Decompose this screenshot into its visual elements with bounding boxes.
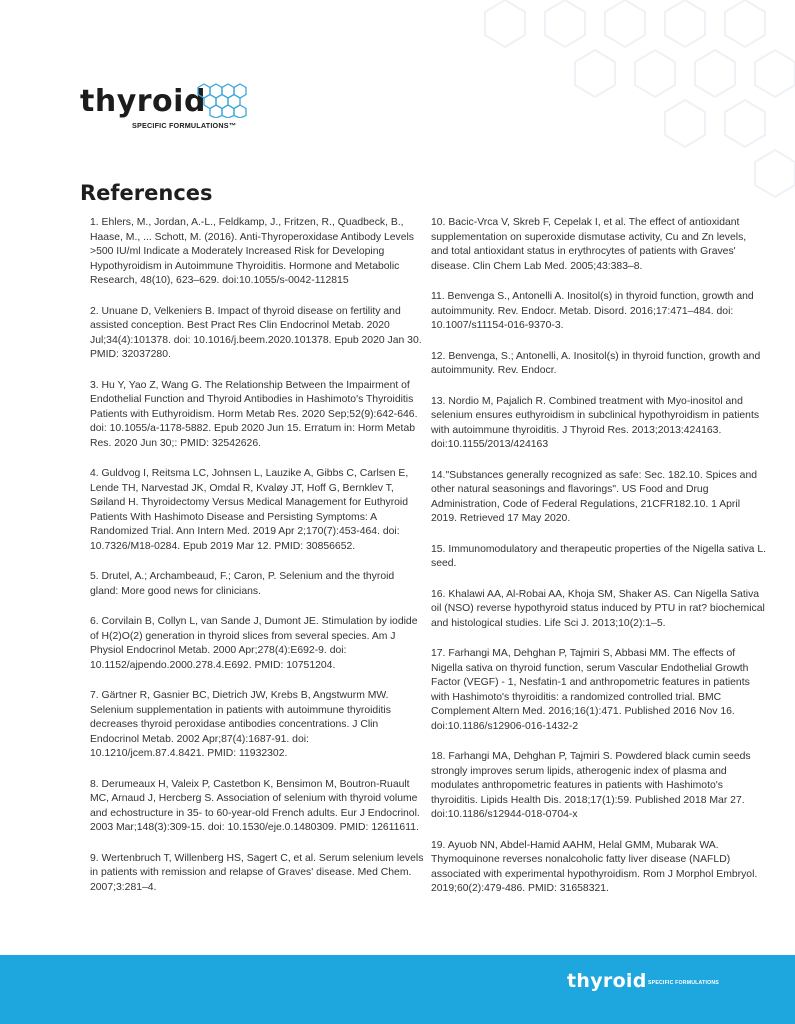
reference-item: 14."Substances generally recognized as safe: Sec. 182.10. Spices and other natural seasonings and flavorings". US Food and Drug Administration, Code of Federal Regulations, 21CFR182.10. 1 April 2019. Retrieved 17 May 2020. [431, 469, 758, 524]
footer-tagline: SPECIFIC FORMULATIONS [648, 980, 719, 986]
logo-wordmark: thyroid [80, 84, 206, 119]
page-title: References [80, 181, 213, 205]
reference-item: 7. Gärtner R, Gasnier BC, Dietrich JW, Krebs B, Angstwurm MW. Selenium supplementation in patients with autoimmune thyroiditis decreases thyroid peroxidase antibodies concentrations. J Clin Endocrinol Metab. 2002 Apr;87(4):1687-91. doi: 10.1210/jcem.87.4.8421. PMID: 11932302. [90, 690, 391, 759]
logo-tagline: SPECIFIC FORMULATIONS™ [132, 121, 237, 130]
reference-item: 8. Derumeaux H, Valeix P, Castetbon K, Bensimon M, Boutron-Ruault MC, Arnaud J, Hercberg S. Association of selenium with thyroid volume and echostructure in 35- to 60-year-old French adults. Eur J Endocrinol. 2003 Mar;148(3):309-15. doi: 10.1530/eje.0.1480309. PMID: 12611611. [90, 778, 420, 833]
reference-item: 13. Nordio M, Pajalich R. Combined treatment with Myo-inositol and selenium ensures euthyroidism in subclinical hypothyroidism in patients with autoimmune thyroiditis. J Thyroid Res. 2013;2013:424163. doi:10.1155/2013/424163 [431, 395, 760, 450]
brand-logo [80, 80, 260, 140]
reference-item: 18. Farhangi MA, Dehghan P, Tajmiri S. Powdered black cumin seeds strongly improves serum lipids, atherogenic index of plasma and modulates anthropometric features in patients with Hashimoto's thyroiditis. Lipids Health Dis. 2018;17(1):59. Published 2018 Mar 27. doi:10.1186/s12944-018-0704-x [431, 751, 751, 820]
reference-item: 5. Drutel, A.; Archambeaud, F.; Caron, P. Selenium and the thyroid gland: More good news for clinicians. [90, 571, 395, 597]
reference-item: 2. Unuane D, Velkeniers B. Impact of thyroid disease on fertility and assisted conception. Best Pract Res Clin Endocrinol Metab. 2020 Jul;34(4):101378. doi: 10.1016/j.beem.2020.101378. Epub 2020 Jan 30. PMID: 32037280. [90, 305, 422, 360]
reference-item: 10. Bacic-Vrca V, Skreb F, Cepelak I, et al. The effect of antioxidant supplementation on superoxide dismutase activity, Cu and Zn levels, and total antioxidant status in erythrocytes of patients with Graves' disease. Clin Chem Lab Med. 2005;43:383–8. [431, 217, 747, 272]
footer-wordmark: thyroid [567, 970, 647, 992]
reference-item: 12. Benvenga, S.; Antonelli, A. Inositol(s) in thyroid function, growth and autoimmunity. Rev. Endocr. [431, 350, 761, 376]
references-column-right [431, 216, 766, 913]
reference-item: 6. Corvilain B, Collyn L, van Sande J, Dumont JE. Stimulation by iodide of H(2)O(2) generation in thyroid slices from several species. Am J Physiol Endocrinol Metab. 2000 Apr;278(4):E692-9. doi: 10.1152/ajpendo.2000.278.4.E692. PMID: 10751204. [90, 616, 418, 671]
reference-item: 4. Guldvog I, Reitsma LC, Johnsen L, Lauzike A, Gibbs C, Carlsen E, Lende TH, Narvestad JK, Omdal R, Kvaløy JT, Hoff G, Bernklev T, Søiland H. Thyroidectomy Versus Medical Management for Euthyroid Patients With Hashimoto Disease and Persisting Symptoms: A Randomized Trial. Ann Intern Med. 2019 Apr 2;170(7):453-464. doi: 10.7326/M18-0284. Epub 2019 Mar 12. PMID: 30856652. [90, 468, 409, 552]
references-column-left [90, 216, 425, 911]
reference-item: 16. Khalawi AA, Al-Robai AA, Khoja SM, Shaker AS. Can Nigella Sativa oil (NSO) reverse hypothyroid status induced by PTU in rat? biochemical and histological studies. Life Sci J. 2013;10(2):1–5. [431, 588, 765, 629]
reference-item: 17. Farhangi MA, Dehghan P, Tajmiri S, Abbasi MM. The effects of Nigella sativa on thyroid function, serum Vascular Endothelial Growth Factor (VEGF) - 1, Nesfatin-1 and anthropometric features in patients with Hashimoto's thyroiditis: a randomized controlled trial. BMC Complement Altern Med. 2016;16(1):471. Published 2016 Nov 16. doi:10.1186/s12906-016-1432-2 [431, 648, 750, 732]
footer-bar [0, 955, 795, 1024]
reference-item: 1. Ehlers, M., Jordan, A.-L., Feldkamp, J., Fritzen, R., Quadbeck, B., Haase, M., ... Schott, M. (2016). Anti-Thyroperoxidase Antibody Levels >500 IU/ml Indicate a Moderately Increased Risk for Developing Hypothyroidism in Autoimmune Thyroiditis. Hormone and Metabolic Research, 48(10), 623–629. doi:10.1055/s-0042-112815 [90, 217, 414, 286]
reference-item: 15. Immunomodulatory and therapeutic properties of the Nigella sativa L. seed. [431, 543, 766, 569]
hexagon-pattern-background [465, 0, 795, 200]
reference-item: 3. Hu Y, Yao Z, Wang G. The Relationship Between the Impairment of Endothelial Function and Thyroid Antibodies in Hashimoto's Thyroiditis Patients with Euthyroidism. Horm Metab Res. 2020 Sep;52(9):642-646. doi: 10.1055/a-1178-5882. Epub 2020 Jun 15. Erratum in: Horm Metab Res. 2020 Jun 30;: PMID: 32542626. [90, 379, 418, 449]
hexagon-molecule-icon [196, 82, 248, 118]
reference-item: 9. Wertenbruch T, Willenberg HS, Sagert C, et al. Serum selenium levels in patients with remission and relapse of Graves' disease. Med Chem. 2007;3:281–4. [90, 852, 424, 893]
reference-item: 19. Ayuob NN, Abdel-Hamid AAHM, Helal GMM, Mubarak WA. Thymoquinone reverses nonalcoholic fatty liver disease (NAFLD) associated with experimental hypothyroidism. Rom J Morphol Embryol. 2019;60(2):479-486. PMID: 31658321. [431, 839, 758, 894]
reference-item: 11. Benvenga S., Antonelli A. Inositol(s) in thyroid function, growth and autoimmunity. Rev. Endocr. Metab. Disord. 2016;17:471–484. doi: 10.1007/s11154-016-9370-3. [431, 291, 754, 331]
